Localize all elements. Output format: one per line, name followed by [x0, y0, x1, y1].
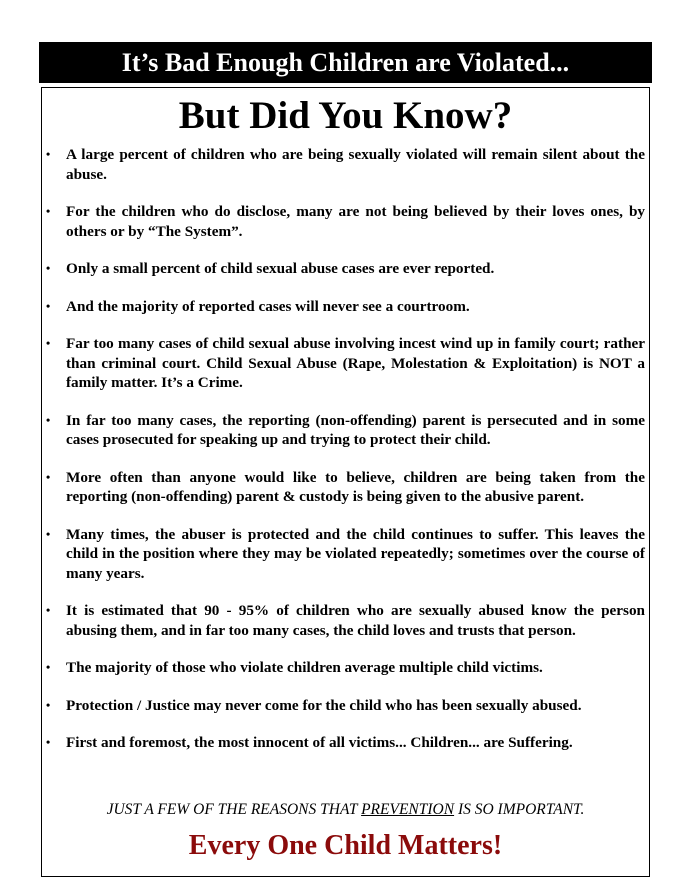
list-item	[42, 145, 649, 184]
fact-text: First and foremost, the most innocent of all victims... Children... are Suffering.	[66, 734, 573, 751]
fact-text: Far too many cases of child sexual abuse involving incest wind up in family court; rather than criminal court. Child Sexual Abuse (Rape, Molestation & Exploitation) is NOT a family matter. It’s a Crime.	[66, 335, 645, 391]
list-item	[42, 334, 649, 393]
bullet-icon: •	[46, 412, 51, 427]
list-item	[42, 658, 649, 678]
bullet-icon: •	[46, 469, 51, 484]
fact-text: It is estimated that 90 - 95% of children who are sexually abused know the person abusing them, and in far too many cases, the child loves and trusts that person.	[66, 602, 645, 639]
bullet-icon: •	[46, 697, 51, 712]
fact-text: And the majority of reported cases will never see a courtroom.	[66, 297, 470, 315]
fact-text: More often than anyone would like to believe, children are being taken from the reporting (non-offending) parent & custody is being given to the abusive parent.	[66, 468, 645, 505]
bullet-icon: •	[46, 603, 51, 617]
prevention-emphasis: PREVENTION	[361, 801, 455, 818]
page-heading: But Did You Know?	[178, 94, 513, 137]
list-item	[42, 411, 649, 450]
fact-text: A large percent of children who are being sexually violated will remain silent about the abuse.	[66, 146, 645, 183]
bullet-icon: •	[46, 526, 51, 541]
fact-text: The majority of those who violate children average multiple child victims.	[66, 659, 543, 676]
banner-title: It’s Bad Enough Children are Violated...	[39, 42, 652, 83]
list-item	[42, 601, 649, 640]
bullet-icon: •	[46, 735, 51, 749]
bullet-icon: •	[46, 660, 51, 674]
list-item	[42, 202, 649, 241]
fact-text: Only a small percent of child sexual abuse cases are ever reported.	[66, 260, 495, 277]
bullet-icon: •	[46, 147, 51, 161]
list-item	[42, 259, 649, 279]
bullet-icon: •	[46, 298, 51, 313]
prevention-text-before: JUST A FEW OF THE REASONS THAT	[106, 801, 362, 818]
bullet-icon: •	[46, 204, 51, 218]
list-item	[42, 733, 649, 753]
facts-list	[42, 145, 649, 753]
fact-text: For the children who do disclose, many are not being believed by their loves ones, by others or by “The System”.	[66, 203, 645, 240]
bullet-icon: •	[46, 336, 51, 350]
fact-text: In far too many cases, the reporting (non-offending) parent is persecuted and in some cases prosecuted for speaking up and trying to protect their child.	[66, 411, 645, 448]
list-item	[42, 525, 649, 584]
list-item	[42, 696, 649, 716]
prevention-text-after: IS SO IMPORTANT.	[454, 801, 585, 818]
fact-text: Many times, the abuser is protected and the child continues to suffer. This leaves the child in the position where they may be violated repeatedly; sometimes over the course of many years.	[66, 525, 645, 582]
content-box	[41, 87, 650, 877]
prevention-statement	[42, 801, 649, 819]
list-item	[42, 468, 649, 507]
fact-text: Protection / Justice may never come for the child who has been sexually abused.	[66, 696, 582, 714]
bullet-icon: •	[46, 261, 51, 275]
tagline: Every One Child Matters!	[188, 830, 503, 861]
list-item	[42, 297, 649, 317]
